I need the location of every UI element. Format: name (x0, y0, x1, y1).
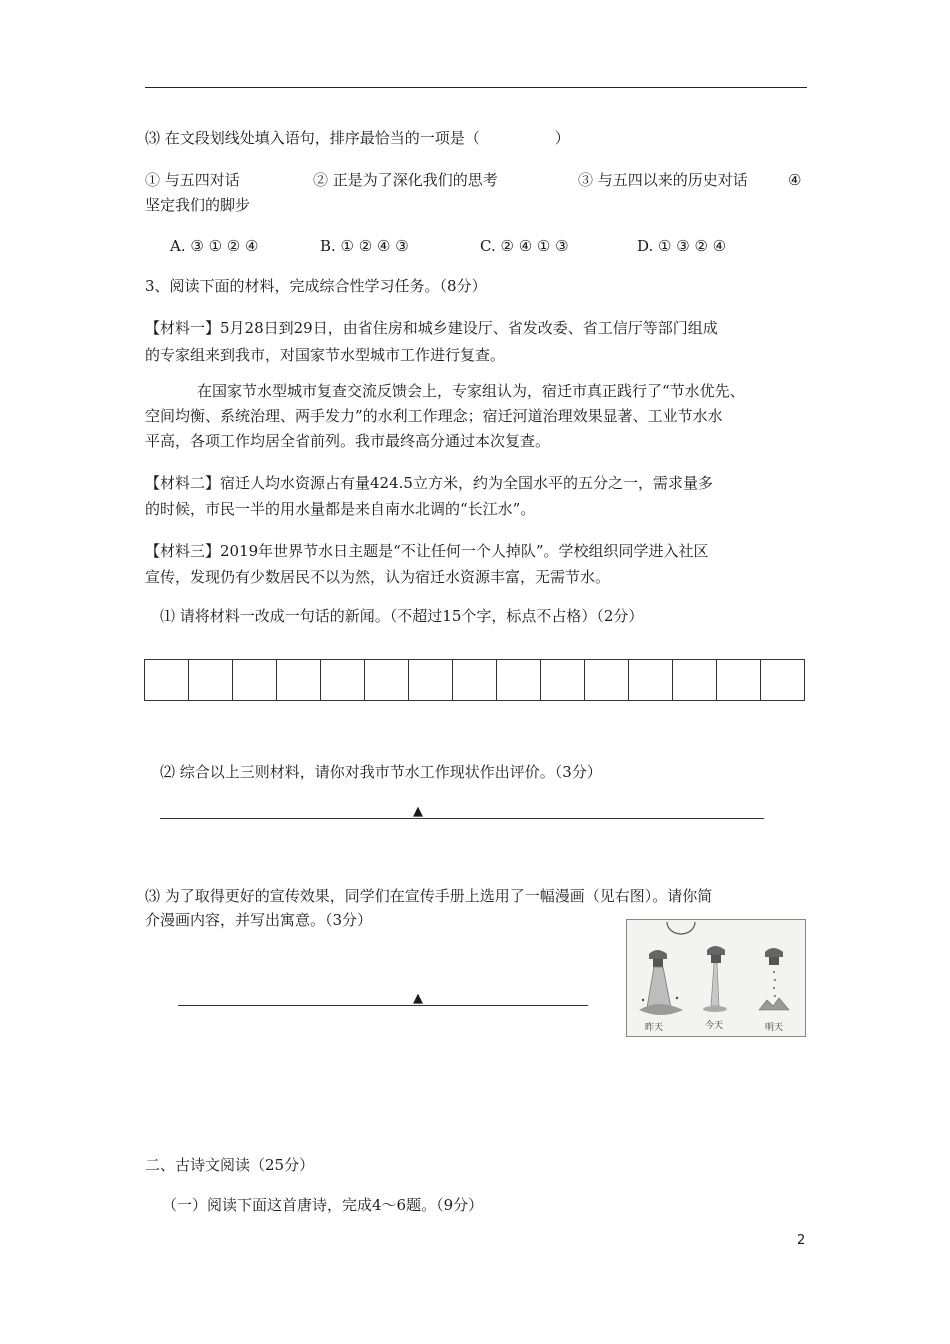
answer-line-2[interactable] (160, 818, 764, 819)
material-1b-line-1: 在国家节水型城市复查交流反馈会上，专家组认为，宿迁市真正践行了“节水优先、 (197, 382, 745, 400)
faucet-tomorrow-icon (759, 948, 789, 1010)
answer-cell[interactable] (453, 660, 497, 700)
comic-illustration (627, 920, 805, 1036)
section-2-sub-1: （一）阅读下面这首唐诗，完成4～6题。（9分） (162, 1196, 484, 1214)
answer-grid[interactable] (144, 659, 805, 701)
question-3-title: 3、阅读下面的材料，完成综合性学习任务。（8分） (145, 277, 487, 295)
order-question-prompt: ⑶ 在文段划线处填入语句，排序最恰当的一项是（ ） (145, 129, 570, 147)
material-1 (145, 315, 815, 369)
material-1-line-1: 【材料一】5月28日到29日，由省住房和城乡建设厅、省发改委、省工信厅等部门组成 (145, 319, 718, 337)
comic-label-tomorrow: 明天 (765, 1023, 784, 1033)
material-3-line-2: 宣传，发现仍有少数居民不以为然，认为宿迁水资源丰富，无需节水。 (145, 568, 611, 586)
option-a: A. ③ ① ② ④ (170, 237, 259, 255)
answer-cell[interactable] (365, 660, 409, 700)
option-c: C. ② ④ ① ③ (480, 237, 569, 255)
material-3-line-1: 【材料三】2019年世界节水日主题是“不让任何一个人掉队”。学校组织同学进入社区 (145, 542, 709, 560)
material-2-line-2: 的时候，市民一半的用水量都是来自南水北调的“长江水”。 (145, 500, 536, 518)
sub-question-1: ⑴ 请将材料一改成一句话的新闻。（不超过15个字，标点不占格）（2分） (160, 607, 644, 625)
material-2 (145, 470, 815, 522)
header-rule (145, 87, 807, 88)
answer-cell[interactable] (541, 660, 585, 700)
answer-marker-3: ▲ (413, 991, 423, 1006)
material-2-line-1: 【材料二】宿迁人均水资源占有量424.5立方米，约为全国水平的五分之一，需求量多 (145, 474, 713, 492)
answer-cell[interactable] (497, 660, 541, 700)
answer-line-3[interactable] (178, 1005, 588, 1006)
answer-cell[interactable] (189, 660, 233, 700)
sub-question-2: ⑵ 综合以上三则材料，请你对我市节水工作现状作出评价。（3分） (160, 763, 602, 781)
section-2-title: 二、古诗文阅读（25分） (145, 1156, 315, 1174)
sun-icon (667, 922, 695, 934)
answer-cell[interactable] (673, 660, 717, 700)
sub-question-3-line-1: ⑶ 为了取得更好的宣传效果，同学们在宣传手册上选用了一幅漫画（见右图）。请你简 (145, 887, 713, 905)
faucet-yesterday-icon (639, 950, 683, 1015)
sub-question-3-line-2: 介漫画内容，并写出寓意。（3分） (145, 911, 373, 929)
answer-marker-2: ▲ (413, 804, 423, 819)
comic-label-today: 今天 (705, 1021, 724, 1031)
answer-cell[interactable] (761, 660, 804, 700)
comic-label-yesterday: 昨天 (645, 1023, 664, 1033)
order-item-4-text: 坚定我们的脚步 (145, 196, 251, 214)
answer-cell[interactable] (629, 660, 673, 700)
answer-cell[interactable] (233, 660, 277, 700)
material-3 (145, 538, 815, 590)
answer-cell[interactable] (409, 660, 453, 700)
answer-cell[interactable] (321, 660, 365, 700)
answer-cell[interactable] (277, 660, 321, 700)
material-1b-line-2: 空间均衡、系统治理、两手发力”的水利工作理念；宿迁河道治理效果显著、工业节水水 (145, 407, 723, 425)
page-number: 2 (797, 1233, 806, 1248)
answer-cell[interactable] (585, 660, 629, 700)
order-item-4-marker: ④ (788, 171, 802, 189)
order-item-3: ③ 与五四以来的历史对话 (578, 171, 748, 189)
option-b: B. ① ② ④ ③ (320, 237, 409, 255)
material-1-continued (145, 379, 815, 454)
faucet-today-icon (703, 946, 727, 1012)
option-d: D. ① ③ ② ④ (637, 237, 727, 255)
material-1b-line-3: 平高，各项工作均居全省前列。我市最终高分通过本次复查。 (145, 432, 551, 450)
order-item-2: ② 正是为了深化我们的思考 (313, 171, 498, 189)
answer-cell[interactable] (717, 660, 761, 700)
water-saving-comic (626, 919, 806, 1037)
material-1-line-2: 的专家组来到我市，对国家节水型城市工作进行复查。 (145, 346, 506, 364)
answer-cell[interactable] (145, 660, 189, 700)
order-item-1: ① 与五四对话 (145, 171, 240, 189)
